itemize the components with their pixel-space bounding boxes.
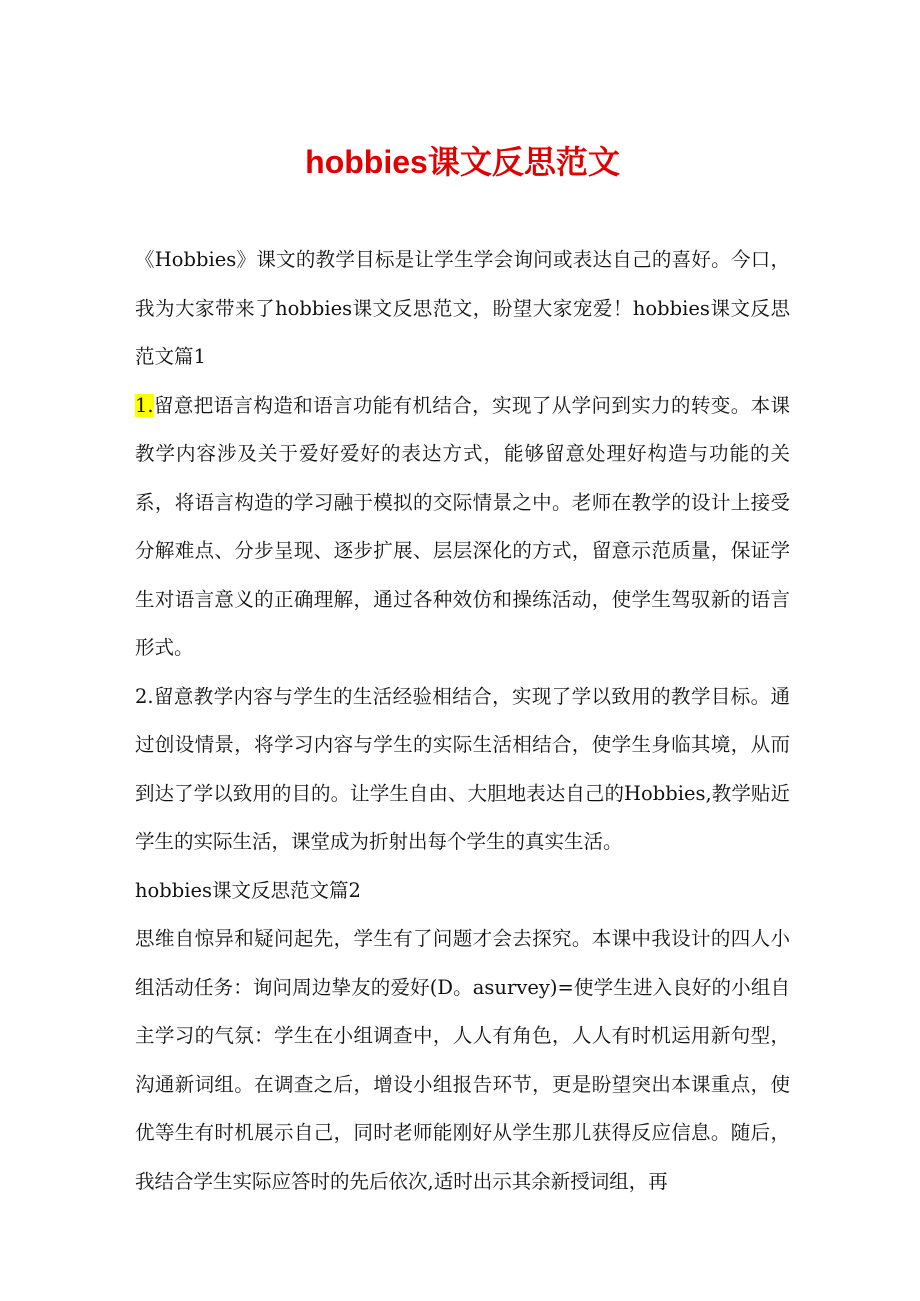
highlighted-number: 1. (135, 393, 154, 417)
paragraph-2: 2.留意教学内容与学生的生活经验相结合，实现了学以致用的教学目标。通过创设情景，将学习内容与学生的实际生活相结合，使学生身临其境，从而到达了学以致用的目的。让学生自由、大胆地表达自己的Hobbies,教学贴近学生的实际生活，课堂成为折射出每个学生的真实生活。 (135, 684, 790, 853)
title-latin: hobbies (305, 144, 428, 180)
paragraph-3: 思维自惊异和疑问起先，学生有了问题才会去探究。本课中我设计的四人小组活动任务：询问周边挚友的爱好(D。asurvey)=使学生进入良好的小组自主学习的气氛：学生在小组调查中，人人有角色，人人有时机运用新句型，沟通新词组。在调查之后，增设小组报告环节，更是盼望突出本课重点，使优等生有时机展示自己，同时老师能刚好从学生那儿获得反应信息。随后，我结合学生实际应答时的先后依次,适时出示其余新授词组，再 (135, 927, 790, 1193)
document-title (135, 140, 790, 184)
title-cjk: 课文反思范文 (427, 143, 620, 181)
section-heading-2: hobbies课文反思范文篇2 (135, 878, 361, 902)
paragraph-1-text: 留意把语言构造和语言功能有机结合，实现了从学问到实力的转变。本课教学内容涉及关于爱好爱好的表达方式，能够留意处理好构造与功能的关系，将语言构造的学习融于模拟的交际情景之中。老师在教学的设计上接受分解难点、分步呈现、逐步扩展、层层深化的方式，留意示范质量，保证学生对语言意义的正确理解，通过各种效仿和操练活动，使学生驾驭新的语言形式。 (135, 393, 790, 659)
intro-paragraph: 《Hobbies》课文的教学目标是让学生学会询问或表达自己的喜好。今口，我为大家带来了hobbies课文反思范文，盼望大家宠爱！hobbies课文反思范文篇1 (135, 248, 790, 368)
paragraph-1 (135, 382, 790, 673)
